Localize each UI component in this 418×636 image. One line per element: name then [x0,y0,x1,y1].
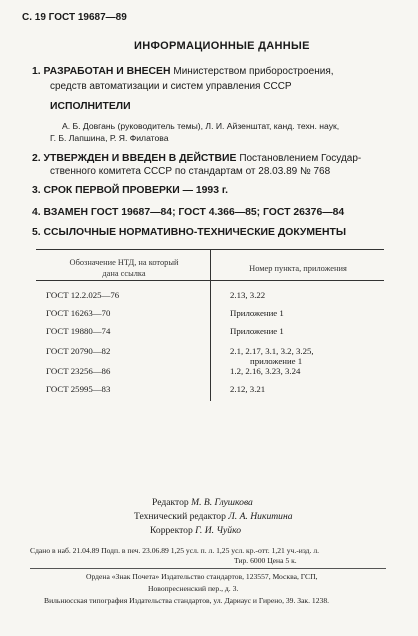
table-cell-ref: Приложение 1 [230,308,284,318]
section-1-line2: средств автоматизации и систем управления СССР [50,81,292,92]
table-column-divider [210,249,211,401]
tech-editor-name: Л. А. Никитина [228,511,293,522]
corrector-role: Корректор [150,525,193,536]
section-2-text: Постановлением Государ- [239,153,362,164]
corrector-name: Г. И. Чуйко [195,525,242,536]
corrector-credit [150,525,241,536]
section-3: 3. СРОК ПЕРВОЙ ПРОВЕРКИ — 1993 г. [32,185,229,196]
table-cell-ref: 2.1, 2.17, 3.1, 3.2, 3.25, [230,346,314,356]
section-2-heading: 2. УТВЕРЖДЕН И ВВЕДЕН В ДЕЙСТВИЕ [32,153,237,164]
table-cell-ref: 2.13, 3.22 [230,290,266,300]
table-cell-doc: ГОСТ 12.2.025—76 [46,290,120,300]
publisher-line1: Ордена «Знак Почета» Издательство стандартов, 123557, Москва, ГСП, [86,572,318,581]
table-cell-ref: 2.12, 3.21 [230,384,266,394]
table-col2-header: Номер пункта, приложения [249,264,347,273]
table-cell-doc: ГОСТ 19880—74 [46,326,111,336]
section-5: 5. ССЫЛОЧНЫЕ НОРМАТИВНО-ТЕХНИЧЕСКИЕ ДОКУМЕНТЫ [32,227,346,238]
publisher-line2: Новопресненский пер., д. 3. [148,584,239,593]
executors-line2: Г. Б. Лапшина, Р. Я. Филатова [50,133,169,143]
section-1-heading: 1. РАЗРАБОТАН И ВНЕСЕН [32,66,171,77]
table-cell-doc: ГОСТ 25995—83 [46,384,111,394]
section-4: 4. ВЗАМЕН ГОСТ 19687—84; ГОСТ 4.366—85; ГОСТ 26376—84 [32,207,345,218]
executors-heading: ИСПОЛНИТЕЛИ [50,101,131,112]
editor-role: Редактор [152,497,189,508]
section-2-line1 [32,153,361,164]
tech-editor-credit [134,511,293,522]
footer-rule [30,568,386,569]
section-1-text: Министерством приборостроения, [173,66,334,77]
table-cell-ref: 1.2, 2.16, 3.23, 3.24 [230,366,301,376]
section-2-line2: ственного комитета СССР по стандартам от 28.03.89 № 768 [50,166,331,177]
editor-name: М. В. Глушкова [191,497,253,508]
print-details-line2: Тир. 6000 Цена 5 к. [234,556,297,565]
table-cell-doc: ГОСТ 23256—86 [46,366,111,376]
page-header: С. 19 ГОСТ 19687—89 [22,12,127,23]
table-cell-doc: ГОСТ 20790—82 [46,346,111,356]
print-details-line1: Сдано в наб. 21.04.89 Подп. в печ. 23.06.89 1,25 усл. п. л. 1,25 усл. кр.-отт. 1,21 уч.-изд. л. [30,546,320,555]
table-header-rule [36,280,384,281]
tech-editor-role: Технический редактор [134,511,226,522]
section-1-line1 [32,66,334,77]
printer-line: Вильнюсская типография Издательства стандартов, ул. Дариаус и Гирено, 39. Зак. 1238. [44,596,330,605]
table-cell-ref-continued: приложение 1 [250,356,303,366]
executors-line1: А. Б. Довгань (руководитель темы), Л. И. Айзенштат, канд. техн. наук, [62,121,340,131]
editor-credit [152,497,253,508]
page-title: ИНФОРМАЦИОННЫЕ ДАННЫЕ [134,40,310,52]
table-cell-doc: ГОСТ 16263—70 [46,308,111,318]
table-col1-header: Обозначение НТД, на который дана ссылка [69,258,179,278]
table-cell-ref: Приложение 1 [230,326,284,336]
